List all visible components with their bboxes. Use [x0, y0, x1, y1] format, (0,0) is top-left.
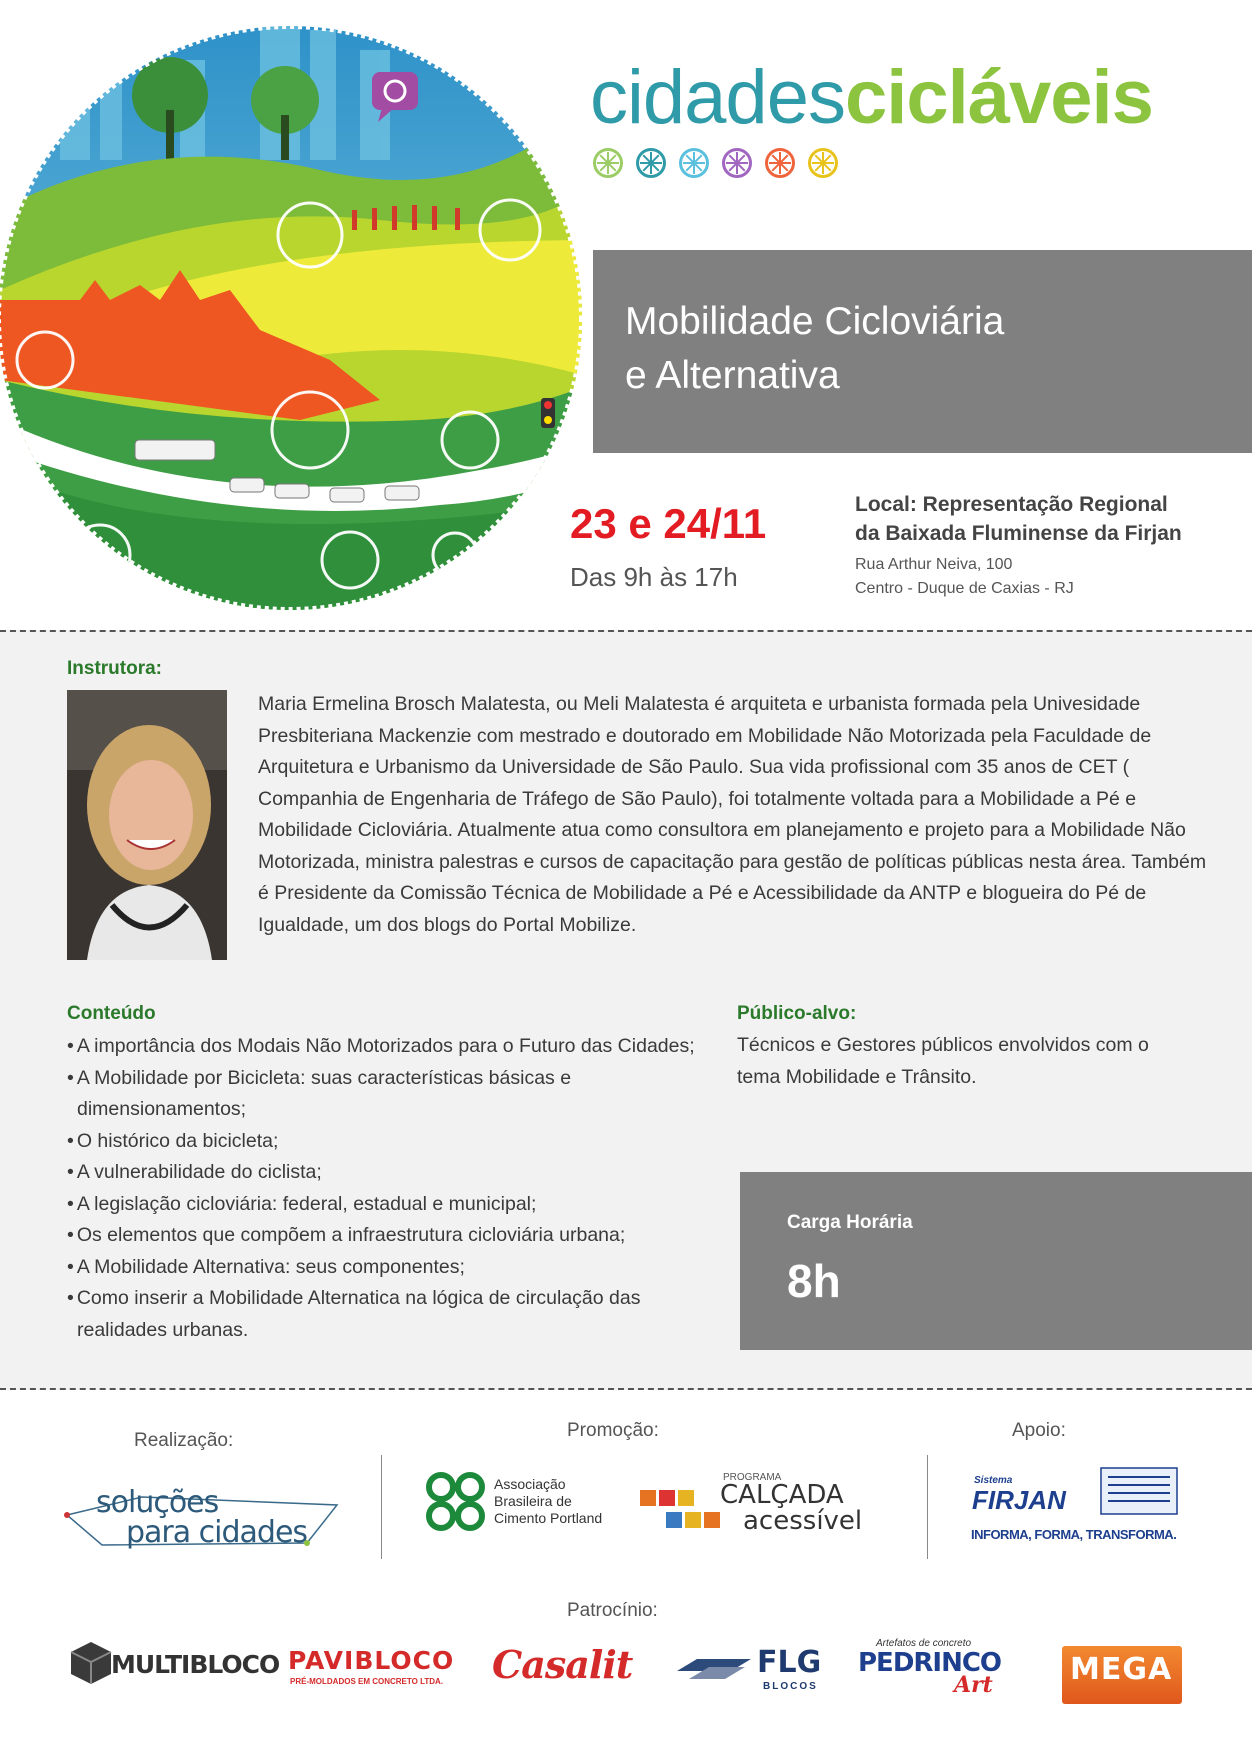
audience-heading: Público-alvo:: [737, 1003, 857, 1024]
divider-bottom: [0, 1388, 1252, 1390]
logo-multibloco: MULTIBLOCO: [67, 1638, 262, 1688]
flg-blocks-icon: [675, 1651, 753, 1681]
list-item: • A Mobilidade Alternativa: seus componentes;: [67, 1252, 727, 1284]
brand-wheels: [593, 148, 838, 178]
separator: [381, 1455, 382, 1559]
separator: [927, 1455, 928, 1559]
wheel-icon: [593, 148, 623, 178]
workload-box: [740, 1172, 1252, 1350]
list-item: • O histórico da bicicleta;: [67, 1126, 727, 1158]
event-date: 23 e 24/11: [570, 500, 767, 547]
course-title-band: [593, 250, 1252, 453]
logo-flg: FLG BLOCOS: [675, 1645, 835, 1695]
caption-promocao: Promoção:: [567, 1420, 659, 1441]
brand-word-ciclaveis: cicláveis: [844, 55, 1153, 140]
traffic-light-icon: [541, 398, 555, 428]
location-address: Rua Arthur Neiva, 100 Centro - Duque de Caxias - RJ: [855, 556, 1074, 597]
instructor-photo: [67, 690, 227, 960]
list-item: • A vulnerabilidade do ciclista;: [67, 1157, 727, 1189]
brand-word-cidades: cidades: [590, 55, 845, 140]
logo-pedrinco-art: Artefatos de concreto PEDRINCO Art: [858, 1638, 1002, 1698]
multibloco-cube-icon: [67, 1638, 115, 1686]
instructor-heading: Instrutora:: [67, 658, 162, 679]
logo-firjan: Sistema FIRJAN INFORMA, FORMA, TRANSFORMA.: [970, 1465, 1190, 1550]
caption-realizacao: Realização:: [134, 1430, 234, 1451]
event-hours: Das 9h às 17h: [570, 562, 738, 592]
list-item: • A importância dos Modais Não Motorizados para o Futuro das Cidades;: [67, 1031, 727, 1063]
wheel-icon: [808, 148, 838, 178]
caption-apoio: Apoio:: [1012, 1420, 1066, 1441]
abcp-emblem-icon: [424, 1470, 488, 1534]
wheel-icon: [722, 148, 752, 178]
audience-text: Técnicos e Gestores públicos envolvidos com o tema Mobilidade e Trânsito.: [737, 1034, 1149, 1088]
list-item: • A Mobilidade por Bicicleta: suas características básicas e dimensionamentos;: [67, 1063, 727, 1126]
logo-mega-blocos: MEGA: [1062, 1646, 1182, 1704]
logo-casalit: Casalit: [492, 1642, 633, 1687]
course-title: Mobilidade Cicloviária e Alternativa: [625, 300, 1005, 397]
content-list: [67, 1031, 727, 1346]
logo-abcp: Associação Brasileira de Cimento Portland: [424, 1470, 624, 1540]
instructor-bio: Maria Ermelina Brosch Malatesta, ou Meli Malatesta é arquiteta e urbanista formada pela Univesidade Presbiteriana Mackenzie com mestrado e doutorado em Mobilidade Não Motorizada pela Faculdade de Arquitetura e Urbanismo da Universidade de São Paulo. Sua vida profissional com 35 anos de CET ( Companhia de Engenharia de Tráfego de São Paulo), foi totalmente voltada para a Mobilidade a Pé e Mobilidade Cicloviária. Atualmente atua como consultora em planejamento e projeto para a Mobilidade Não Motorizada, ministra palestras e cursos de capacitação para gestão de políticas públicas nesta área. Também é Presidente da Comissão Técnica de Mobilidade a Pé e Acessibilidade da ANTP e blogueira do Pé de Igualdade, um dos blogs do Portal Mobilize.: [258, 693, 1207, 936]
wheel-icon: [679, 148, 709, 178]
workload-value: 8h: [787, 1255, 841, 1307]
hero-illustration: [0, 0, 600, 645]
logo-solucoes-para-cidades: soluções para cidades: [62, 1475, 342, 1555]
list-item: • Os elementos que compõem a infraestrutura cicloviária urbana;: [67, 1220, 727, 1252]
workload-label: Carga Horária: [787, 1212, 913, 1233]
content-heading: Conteúdo: [67, 1003, 156, 1024]
brand-logo: [590, 55, 1153, 140]
list-item: • Como inserir a Mobilidade Alternatica na lógica de circulação das realidades urbanas.: [67, 1283, 727, 1346]
location-title: Local: Representação Regional da Baixada Fluminense da Firjan: [855, 493, 1182, 545]
logo-pavibloco: PAVIBLOCO PRÉ-MOLDADOS EM CONCRETO LTDA.: [288, 1646, 455, 1686]
calcada-pictograms: [640, 1490, 694, 1506]
wheel-icon: [765, 148, 795, 178]
firjan-emblem-icon: [1100, 1467, 1178, 1515]
wheel-icon: [636, 148, 666, 178]
caption-patrocinio: Patrocínio:: [567, 1600, 658, 1621]
list-item: • A legislação cicloviária: federal, estadual e municipal;: [67, 1189, 727, 1221]
divider-top: [0, 630, 1252, 632]
logo-calcada-acessivel: PROGRAMA CALÇADA acessível: [640, 1472, 875, 1542]
